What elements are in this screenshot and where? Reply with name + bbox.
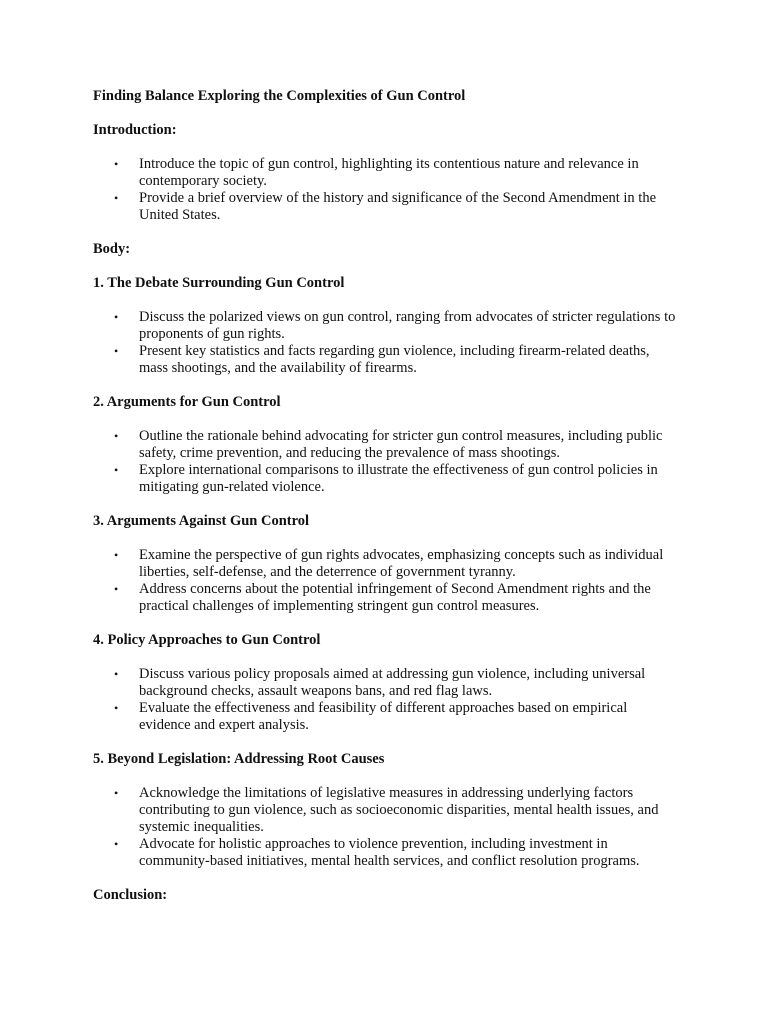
- section-list: [93, 309, 693, 377]
- section-heading: 3. Arguments Against Gun Control: [93, 513, 310, 529]
- section-heading: 2. Arguments for Gun Control: [93, 394, 281, 410]
- list-item-text: Acknowledge the limitations of legislative measures in addressing underlying factors contributing to gun violence, such as socioeconomic disparities, mental health issues, and systemic inequalities.: [139, 785, 659, 835]
- bullet-icon: •: [114, 582, 119, 596]
- list-item-text: Evaluate the effectiveness and feasibility of different approaches based on empirical evidence and expert analysis.: [139, 700, 628, 733]
- list-item: [93, 428, 681, 462]
- list-item: [93, 785, 681, 836]
- list-item-text: Discuss various policy proposals aimed at addressing gun violence, including universal background checks, assault weapons bans, and red flag laws.: [139, 666, 646, 699]
- bullet-icon: •: [114, 310, 119, 324]
- list-item: [93, 666, 681, 700]
- bullet-icon: •: [114, 429, 119, 443]
- list-item-text: Explore international comparisons to illustrate the effectiveness of gun control policies in mitigating gun-related violence.: [139, 462, 658, 495]
- bullet-icon: •: [114, 786, 119, 800]
- list-item: [93, 309, 681, 343]
- bullet-icon: •: [114, 701, 119, 715]
- bullet-icon: •: [114, 667, 119, 681]
- bullet-icon: •: [114, 548, 119, 562]
- list-item: [93, 836, 681, 870]
- bullet-icon: •: [114, 344, 119, 358]
- section-heading: 4. Policy Approaches to Gun Control: [93, 632, 321, 648]
- section-heading: 1. The Debate Surrounding Gun Control: [93, 275, 345, 291]
- list-item-text: Discuss the polarized views on gun control, ranging from advocates of stricter regulations to proponents of gun rights.: [139, 309, 676, 342]
- list-item-text: Present key statistics and facts regarding gun violence, including firearm-related deaths, mass shootings, and the availability of firearms.: [139, 343, 650, 376]
- list-item: [93, 700, 681, 734]
- introduction-heading: Introduction:: [93, 122, 177, 138]
- list-item: [93, 343, 681, 377]
- list-item: [93, 547, 681, 581]
- section-heading: 5. Beyond Legislation: Addressing Root Causes: [93, 751, 385, 767]
- list-item: [93, 190, 681, 224]
- list-item: [93, 462, 681, 496]
- conclusion-heading: Conclusion:: [93, 887, 168, 903]
- body-heading: Body:: [93, 241, 131, 257]
- list-item-text: Advocate for holistic approaches to violence prevention, including investment in community-based initiatives, mental health services, and conflict resolution programs.: [139, 836, 640, 869]
- document-page: [93, 88, 693, 904]
- list-item-text: Outline the rationale behind advocating for stricter gun control measures, including public safety, crime prevention, and reducing the prevalence of mass shootings.: [139, 428, 663, 461]
- list-item: [93, 156, 681, 190]
- list-item-text: Address concerns about the potential infringement of Second Amendment rights and the practical challenges of implementing stringent gun control measures.: [139, 581, 651, 614]
- section-list: [93, 666, 693, 734]
- list-item-text: Provide a brief overview of the history and significance of the Second Amendment in the United States.: [139, 190, 657, 223]
- section-list: [93, 785, 693, 870]
- document-title: Finding Balance Exploring the Complexities of Gun Control: [93, 88, 466, 104]
- list-item-text: Examine the perspective of gun rights advocates, emphasizing concepts such as individual liberties, self-defense, and the deterrence of government tyranny.: [139, 547, 664, 580]
- list-item-text: Introduce the topic of gun control, highlighting its contentious nature and relevance in contemporary society.: [139, 156, 639, 189]
- bullet-icon: •: [114, 191, 119, 205]
- section-list: [93, 428, 693, 496]
- bullet-icon: •: [114, 837, 119, 851]
- section-list: [93, 547, 693, 615]
- bullet-icon: •: [114, 157, 119, 171]
- introduction-list: [93, 156, 693, 224]
- list-item: [93, 581, 681, 615]
- bullet-icon: •: [114, 463, 119, 477]
